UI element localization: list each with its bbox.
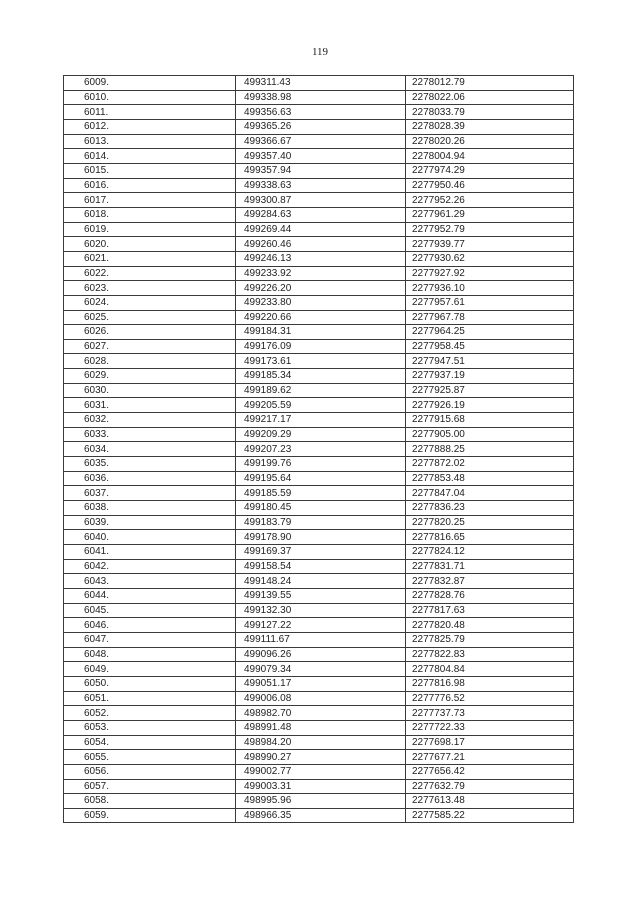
x-coordinate-cell: 499178.90 [236, 530, 406, 545]
coordinates-table-body [64, 76, 574, 823]
point-number-cell: 6047. [64, 632, 236, 647]
x-coordinate-cell: 499311.43 [236, 76, 406, 91]
x-coordinate-cell: 499220.66 [236, 310, 406, 325]
x-coordinate-cell: 499132.30 [236, 603, 406, 618]
x-coordinate-cell: 499183.79 [236, 515, 406, 530]
point-number-cell: 6029. [64, 369, 236, 384]
point-number-cell: 6055. [64, 750, 236, 765]
table-row [64, 662, 574, 677]
y-coordinate-cell: 2277656.42 [406, 764, 574, 779]
page-number: 119 [311, 46, 329, 58]
y-coordinate-cell: 2277961.29 [406, 207, 574, 222]
point-number-cell: 6058. [64, 794, 236, 809]
y-coordinate-cell: 2277632.79 [406, 779, 574, 794]
x-coordinate-cell: 499226.20 [236, 281, 406, 296]
table-row [64, 310, 574, 325]
x-coordinate-cell: 499184.31 [236, 325, 406, 340]
y-coordinate-cell: 2277967.78 [406, 310, 574, 325]
x-coordinate-cell: 499284.63 [236, 207, 406, 222]
point-number-cell: 6059. [64, 808, 236, 823]
table-row [64, 457, 574, 472]
y-coordinate-cell: 2277888.25 [406, 442, 574, 457]
x-coordinate-cell: 499111.67 [236, 632, 406, 647]
y-coordinate-cell: 2277585.22 [406, 808, 574, 823]
table-row [64, 163, 574, 178]
point-number-cell: 6025. [64, 310, 236, 325]
y-coordinate-cell: 2277952.79 [406, 222, 574, 237]
x-coordinate-cell: 499338.98 [236, 90, 406, 105]
table-row [64, 750, 574, 765]
point-number-cell: 6019. [64, 222, 236, 237]
point-number-cell: 6009. [64, 76, 236, 91]
x-coordinate-cell: 499139.55 [236, 588, 406, 603]
x-coordinate-cell: 498984.20 [236, 735, 406, 750]
x-coordinate-cell: 499199.76 [236, 457, 406, 472]
x-coordinate-cell: 499207.23 [236, 442, 406, 457]
y-coordinate-cell: 2277964.25 [406, 325, 574, 340]
point-number-cell: 6021. [64, 251, 236, 266]
point-number-cell: 6052. [64, 706, 236, 721]
point-number-cell: 6044. [64, 588, 236, 603]
y-coordinate-cell: 2277926.19 [406, 398, 574, 413]
table-row [64, 618, 574, 633]
y-coordinate-cell: 2277847.04 [406, 486, 574, 501]
table-row [64, 90, 574, 105]
table-row [64, 149, 574, 164]
point-number-cell: 6041. [64, 545, 236, 560]
x-coordinate-cell: 499205.59 [236, 398, 406, 413]
table-row [64, 251, 574, 266]
y-coordinate-cell: 2277820.25 [406, 515, 574, 530]
point-number-cell: 6034. [64, 442, 236, 457]
y-coordinate-cell: 2277698.17 [406, 735, 574, 750]
table-row [64, 237, 574, 252]
y-coordinate-cell: 2278020.26 [406, 134, 574, 149]
table-row [64, 178, 574, 193]
y-coordinate-cell: 2277872.02 [406, 457, 574, 472]
y-coordinate-cell: 2277804.84 [406, 662, 574, 677]
table-row [64, 515, 574, 530]
y-coordinate-cell: 2277905.00 [406, 427, 574, 442]
x-coordinate-cell: 499260.46 [236, 237, 406, 252]
point-number-cell: 6027. [64, 339, 236, 354]
y-coordinate-cell: 2278012.79 [406, 76, 574, 91]
y-coordinate-cell: 2277947.51 [406, 354, 574, 369]
x-coordinate-cell: 499209.29 [236, 427, 406, 442]
y-coordinate-cell: 2277820.48 [406, 618, 574, 633]
point-number-cell: 6038. [64, 501, 236, 516]
table-row [64, 105, 574, 120]
table-row [64, 530, 574, 545]
point-number-cell: 6051. [64, 691, 236, 706]
table-row [64, 794, 574, 809]
point-number-cell: 6022. [64, 266, 236, 281]
table-row [64, 442, 574, 457]
y-coordinate-cell: 2277677.21 [406, 750, 574, 765]
y-coordinate-cell: 2277832.87 [406, 574, 574, 589]
point-number-cell: 6035. [64, 457, 236, 472]
x-coordinate-cell: 499300.87 [236, 193, 406, 208]
point-number-cell: 6016. [64, 178, 236, 193]
table-row [64, 281, 574, 296]
table-row [64, 632, 574, 647]
x-coordinate-cell: 499365.26 [236, 119, 406, 134]
x-coordinate-cell: 499233.80 [236, 295, 406, 310]
y-coordinate-cell: 2277853.48 [406, 471, 574, 486]
x-coordinate-cell: 499356.63 [236, 105, 406, 120]
point-number-cell: 6020. [64, 237, 236, 252]
table-row [64, 193, 574, 208]
x-coordinate-cell: 499246.13 [236, 251, 406, 266]
y-coordinate-cell: 2277925.87 [406, 383, 574, 398]
y-coordinate-cell: 2277613.48 [406, 794, 574, 809]
table-row [64, 427, 574, 442]
table-row [64, 647, 574, 662]
table-row [64, 545, 574, 560]
table-row [64, 735, 574, 750]
table-row [64, 413, 574, 428]
y-coordinate-cell: 2277957.61 [406, 295, 574, 310]
x-coordinate-cell: 499176.09 [236, 339, 406, 354]
x-coordinate-cell: 499366.67 [236, 134, 406, 149]
x-coordinate-cell: 498966.35 [236, 808, 406, 823]
x-coordinate-cell: 499189.62 [236, 383, 406, 398]
x-coordinate-cell: 499158.54 [236, 559, 406, 574]
y-coordinate-cell: 2277816.98 [406, 676, 574, 691]
table-row [64, 295, 574, 310]
y-coordinate-cell: 2277974.29 [406, 163, 574, 178]
y-coordinate-cell: 2277930.62 [406, 251, 574, 266]
point-number-cell: 6046. [64, 618, 236, 633]
x-coordinate-cell: 499051.17 [236, 676, 406, 691]
table-row [64, 720, 574, 735]
point-number-cell: 6040. [64, 530, 236, 545]
x-coordinate-cell: 499357.40 [236, 149, 406, 164]
table-row [64, 207, 574, 222]
table-row [64, 119, 574, 134]
point-number-cell: 6015. [64, 163, 236, 178]
table-row [64, 369, 574, 384]
point-number-cell: 6028. [64, 354, 236, 369]
y-coordinate-cell: 2278033.79 [406, 105, 574, 120]
y-coordinate-cell: 2278028.39 [406, 119, 574, 134]
x-coordinate-cell: 499185.59 [236, 486, 406, 501]
point-number-cell: 6045. [64, 603, 236, 618]
table-row [64, 603, 574, 618]
point-number-cell: 6054. [64, 735, 236, 750]
y-coordinate-cell: 2277822.83 [406, 647, 574, 662]
point-number-cell: 6037. [64, 486, 236, 501]
y-coordinate-cell: 2277817.63 [406, 603, 574, 618]
x-coordinate-cell: 499357.94 [236, 163, 406, 178]
table-row [64, 501, 574, 516]
point-number-cell: 6049. [64, 662, 236, 677]
y-coordinate-cell: 2277915.68 [406, 413, 574, 428]
point-number-cell: 6011. [64, 105, 236, 120]
point-number-cell: 6014. [64, 149, 236, 164]
point-number-cell: 6023. [64, 281, 236, 296]
x-coordinate-cell: 499096.26 [236, 647, 406, 662]
x-coordinate-cell: 498995.96 [236, 794, 406, 809]
table-row [64, 266, 574, 281]
y-coordinate-cell: 2277722.33 [406, 720, 574, 735]
x-coordinate-cell: 499269.44 [236, 222, 406, 237]
y-coordinate-cell: 2277776.52 [406, 691, 574, 706]
table-row [64, 779, 574, 794]
y-coordinate-cell: 2277816.65 [406, 530, 574, 545]
table-row [64, 471, 574, 486]
x-coordinate-cell: 498982.70 [236, 706, 406, 721]
y-coordinate-cell: 2277950.46 [406, 178, 574, 193]
y-coordinate-cell: 2278004.94 [406, 149, 574, 164]
point-number-cell: 6030. [64, 383, 236, 398]
table-row [64, 325, 574, 340]
x-coordinate-cell: 499127.22 [236, 618, 406, 633]
point-number-cell: 6031. [64, 398, 236, 413]
table-row [64, 222, 574, 237]
point-number-cell: 6042. [64, 559, 236, 574]
y-coordinate-cell: 2277937.19 [406, 369, 574, 384]
x-coordinate-cell: 499180.45 [236, 501, 406, 516]
table-row [64, 354, 574, 369]
table-row [64, 339, 574, 354]
point-number-cell: 6033. [64, 427, 236, 442]
table-row [64, 764, 574, 779]
table-row [64, 676, 574, 691]
x-coordinate-cell: 499169.37 [236, 545, 406, 560]
x-coordinate-cell: 499173.61 [236, 354, 406, 369]
table-row [64, 398, 574, 413]
table-row [64, 383, 574, 398]
table-row [64, 76, 574, 91]
table-row [64, 134, 574, 149]
point-number-cell: 6024. [64, 295, 236, 310]
y-coordinate-cell: 2278022.06 [406, 90, 574, 105]
x-coordinate-cell: 499002.77 [236, 764, 406, 779]
point-number-cell: 6017. [64, 193, 236, 208]
point-number-cell: 6048. [64, 647, 236, 662]
y-coordinate-cell: 2277927.92 [406, 266, 574, 281]
table-row [64, 691, 574, 706]
table-row [64, 559, 574, 574]
x-coordinate-cell: 498990.27 [236, 750, 406, 765]
point-number-cell: 6012. [64, 119, 236, 134]
coordinates-table [63, 75, 574, 823]
table-row [64, 808, 574, 823]
x-coordinate-cell: 499195.64 [236, 471, 406, 486]
point-number-cell: 6039. [64, 515, 236, 530]
x-coordinate-cell: 499185.34 [236, 369, 406, 384]
point-number-cell: 6036. [64, 471, 236, 486]
table-row [64, 706, 574, 721]
y-coordinate-cell: 2277828.76 [406, 588, 574, 603]
point-number-cell: 6026. [64, 325, 236, 340]
x-coordinate-cell: 499338.63 [236, 178, 406, 193]
x-coordinate-cell: 499148.24 [236, 574, 406, 589]
point-number-cell: 6032. [64, 413, 236, 428]
point-number-cell: 6050. [64, 676, 236, 691]
point-number-cell: 6053. [64, 720, 236, 735]
table-row [64, 486, 574, 501]
point-number-cell: 6010. [64, 90, 236, 105]
y-coordinate-cell: 2277958.45 [406, 339, 574, 354]
point-number-cell: 6056. [64, 764, 236, 779]
point-number-cell: 6043. [64, 574, 236, 589]
x-coordinate-cell: 499003.31 [236, 779, 406, 794]
y-coordinate-cell: 2277831.71 [406, 559, 574, 574]
table-row [64, 588, 574, 603]
point-number-cell: 6018. [64, 207, 236, 222]
y-coordinate-cell: 2277825.79 [406, 632, 574, 647]
x-coordinate-cell: 499079.34 [236, 662, 406, 677]
y-coordinate-cell: 2277737.73 [406, 706, 574, 721]
y-coordinate-cell: 2277824.12 [406, 545, 574, 560]
x-coordinate-cell: 498991.48 [236, 720, 406, 735]
table-row [64, 574, 574, 589]
x-coordinate-cell: 499233.92 [236, 266, 406, 281]
y-coordinate-cell: 2277836.23 [406, 501, 574, 516]
y-coordinate-cell: 2277936.10 [406, 281, 574, 296]
point-number-cell: 6013. [64, 134, 236, 149]
y-coordinate-cell: 2277939.77 [406, 237, 574, 252]
x-coordinate-cell: 499217.17 [236, 413, 406, 428]
point-number-cell: 6057. [64, 779, 236, 794]
x-coordinate-cell: 499006.08 [236, 691, 406, 706]
y-coordinate-cell: 2277952.26 [406, 193, 574, 208]
